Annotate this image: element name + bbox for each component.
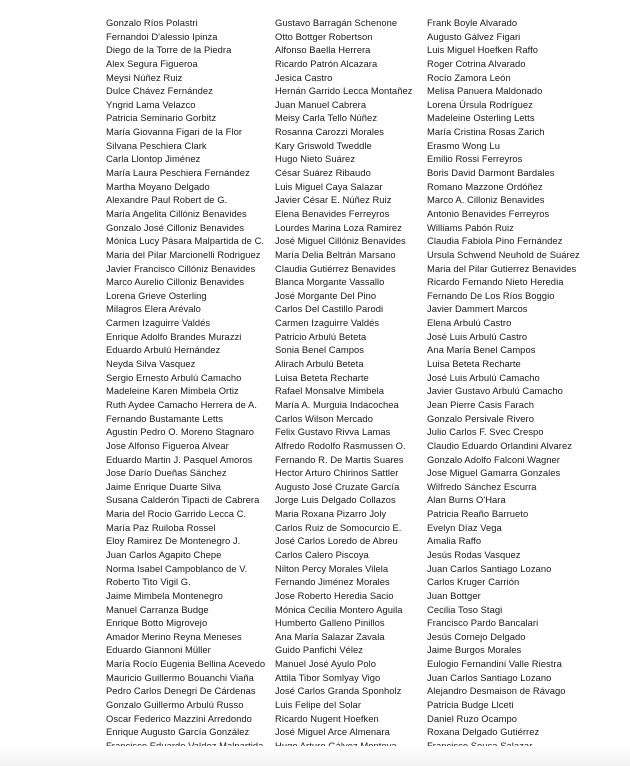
name-entry: Roger Cotrina Alvarado (427, 57, 526, 69)
name-entry: Carla Llontop Jiménez (106, 153, 201, 165)
name-entry: Eduardo Giannoni Müller (106, 644, 211, 656)
name-entry: Humberto Galleno Pinillos (275, 617, 385, 629)
name-entry: Patricia Seminario Gorbitz (106, 112, 217, 124)
name-entry: Patricio Arbulú Beteta (275, 330, 367, 342)
name-entry: Juan Carlos Santiago Lozano (427, 671, 552, 683)
name-entry: Augusto José Cruzate García (275, 480, 400, 492)
name-entry: Javier César E. Núñez Ruiz (275, 194, 392, 206)
name-entry: Norma Isabel Campoblanco de V. (106, 562, 248, 574)
name-entry: Boris David Darmont Bardales (427, 167, 555, 179)
name-entry: Cecilia Toso Stagi (427, 603, 503, 615)
name-entry: Carlos Calero Piscoya (275, 548, 369, 560)
name-entry: María Rocío Eugenia Bellina Acevedo (106, 658, 266, 670)
name-entry: María Delia Beltrán Marsano (275, 248, 396, 260)
name-entry: Carmen Izaguirre Valdés (275, 317, 380, 329)
name-entry: Sonia Benel Campos (275, 344, 364, 356)
name-entry: Eduardo Arbulú Hernández (106, 344, 221, 356)
name-entry: Martha Moyano Delgado (106, 180, 210, 192)
name-entry: Claudio Eduardo Orlandini Alvarez (427, 439, 572, 451)
name-entry: Meysi Núñez Ruiz (106, 71, 183, 83)
name-entry: Carlos Kruger Carrión (427, 576, 520, 588)
name-entry: José Luis Arbulú Camacho (427, 371, 540, 383)
name-entry: Mónica Lucy Pásara Malpartida de C. (106, 235, 265, 247)
name-entry: Hernán Garrido Lecca Montañez (275, 85, 413, 97)
name-entry: Luis Miguel Caya Salazar (275, 180, 383, 192)
name-entry: Marco A. Cilloniz Benavides (427, 194, 545, 206)
name-entry: Ricardo Patrón Alcazara (275, 57, 378, 69)
name-entry: Javier Francisco Cillóniz Benavides (106, 262, 256, 274)
name-entry: Jesica Castro (275, 71, 333, 83)
name-entry: Claudia Gutiérrez Benavides (275, 262, 396, 274)
name-entry: María Giovanna Figari de la Flor (106, 126, 243, 138)
name-entry: Jean Pierre Casis Farach (427, 398, 534, 410)
name-entry: Marco Aurelio Cilloniz Benavides (106, 276, 245, 288)
name-entry: Neyda Silva Vasquez (106, 358, 196, 370)
name-entry: Meisy Carla Tello Núñez (275, 112, 378, 124)
name-entry: María A. Murguia Indacochea (275, 398, 399, 410)
name-entry: Silvana Peschiera Clark (106, 139, 207, 151)
name-entry: José Morgante Del Pino (275, 289, 377, 301)
name-entry: Oscar Federico Mazzini Arredondo (106, 712, 252, 724)
name-entry: Fernando De Los Ríos Boggio (427, 289, 555, 301)
name-entry: Patricia Budge Llceti (427, 699, 514, 711)
name-entry: José Miguel Cillóniz Benavides (275, 235, 406, 247)
name-entry: Wilfredo Sánchez Escurra (427, 480, 537, 492)
name-entry: Augusto Gálvez Figari (427, 30, 521, 42)
name-entry: Gonzalo Ríos Polastri (106, 17, 198, 28)
name-entry: Eduardo Martin J. Pasquel Amoros (106, 453, 253, 465)
name-entry: Jose Miguel Gamarra Gonzales (427, 467, 561, 479)
name-entry: Otto Bottger Robertson (275, 30, 373, 42)
name-entry: Felix Gustavo Rivva Lamas (275, 426, 391, 438)
name-entry: Alfonso Baella Herrera (275, 44, 371, 56)
name-entry: Fernando Bustamante Letts (106, 412, 223, 424)
name-entry: Francisco Pardo Bancalari (427, 617, 539, 629)
name-entry: Jaime Burgos Morales (427, 644, 522, 656)
name-entry: Mauricio Guillermo Bouanchi Viaña (106, 671, 254, 683)
name-entry: Rafael Monsalve Mimbela (275, 385, 385, 397)
name-entry: Maria Roxana Pizarro Joly (275, 508, 387, 520)
name-entry: Carlos Wilson Mercado (275, 412, 373, 424)
name-entry: Manuel José Ayulo Polo (275, 658, 376, 670)
name-column-2 (275, 16, 421, 753)
name-entry: Sergio Ernesto Arbulú Camacho (106, 371, 242, 383)
name-entry: Gonzalo José Cilloniz Benavides (106, 221, 245, 233)
name-entry: Carlos Del Castillo Parodi (275, 303, 384, 315)
name-entry: Ursula Schwend Neuhold de Suárez (427, 248, 580, 260)
name-entry: Yngrid Lama Velazco (106, 98, 196, 110)
name-entry: Julio Carlos F. Svec Crespo (427, 426, 544, 438)
name-entry: Alex Segura Figueroa (106, 57, 198, 69)
name-column-3 (427, 16, 627, 753)
name-entry: Frank Boyle Alvarado (427, 17, 518, 28)
name-entry: Alan Burns O'Hara (427, 494, 506, 506)
name-entry: Fernando Jiménez Morales (275, 576, 390, 588)
name-entry: Gonzalo Adolfo Falconi Wagner (427, 453, 560, 465)
name-entry: Alexandre Paul Robert de G. (106, 194, 228, 206)
name-entry: Fernandoi D'alessio Ipinza (106, 30, 218, 42)
name-entry: Luis Felipe del Solar (275, 699, 361, 711)
name-entry: Lorena Úrsula Rodríguez (427, 98, 533, 110)
name-entry: Jose Roberto Heredia Sacio (275, 589, 394, 601)
name-entry: Amador Merino Reyna Meneses (106, 630, 242, 642)
name-column-1 (106, 16, 270, 753)
name-entry: Madeleine Osterling Letts (427, 112, 535, 124)
name-entry: José Miguel Arce Almenara (275, 726, 390, 738)
name-entry: Mónica Cecilia Montero Aguila (275, 603, 403, 615)
name-entry: María Angelita Cillóniz Benavides (106, 207, 247, 219)
name-entry: Javier Gustavo Arbulú Camacho (427, 385, 563, 397)
name-entry: Williams Pabón Ruiz (427, 221, 514, 233)
name-entry: Jorge Luis Delgado Collazos (275, 494, 396, 506)
name-entry: Gonzalo Persivale Rivero (427, 412, 534, 424)
name-entry: Kary Griswold Tweddle (275, 139, 372, 151)
name-entry: César Suárez Ribaudo (275, 167, 371, 179)
name-entry: Juan Manuel Cabrera (275, 98, 367, 110)
name-entry: Gonzalo Guillermo Arbulú Russo (106, 699, 244, 711)
name-entry: Javier Dammert Marcos (427, 303, 528, 315)
name-entry: María Cristina Rosas Zarich (427, 126, 545, 138)
name-entry: Erasmo Wong Lu (427, 139, 500, 151)
name-entry: Emilio Rossi Ferreyros (427, 153, 523, 165)
name-entry: Alfredo Rodolfo Rasmussen O. (275, 439, 406, 451)
name-entry: Jaime Mimbela Montenegro (106, 589, 223, 601)
name-entry: Hugo Nieto Suárez (275, 153, 356, 165)
name-entry: José Carlos Loredo de Abreu (275, 535, 398, 547)
name-entry: Rosanna Carozzi Morales (275, 126, 385, 138)
name-entry: Guido Panfichi Vélez (275, 644, 364, 656)
name-entry: Milagros Elera Arévalo (106, 303, 201, 315)
name-entry: Maria del Pilar Gutierrez Benavides (427, 262, 577, 274)
name-entry: Jesús Rodas Vasquez (427, 548, 521, 560)
name-entry: Ana María Benel Campos (427, 344, 536, 356)
name-entry: José Luis Arbulú Castro (427, 330, 528, 342)
name-entry: Alirach Arbulú Beteta (275, 358, 364, 370)
name-entry: Blanca Morgante Vassallo (275, 276, 385, 288)
name-entry: José Carlos Granda Sponholz (275, 685, 402, 697)
name-entry: María Paz Ruiloba Rossel (106, 521, 216, 533)
name-entry: Luisa Beteta Recharte (427, 358, 521, 370)
name-entry: Manuel Carranza Budge (106, 603, 209, 615)
name-entry: Susana Calderón Tipacti de Cabrera (106, 494, 260, 506)
name-entry: Nilton Percy Morales Vilela (275, 562, 389, 574)
page-bottom-edge (0, 746, 630, 766)
name-entry: Jose Alfonso Figueroa Alvear (106, 439, 229, 451)
name-entry: Agustin Pedro O. Moreno Stagnaro (106, 426, 255, 438)
name-entry: Dulce Chávez Fernández (106, 85, 213, 97)
name-entry: Maria del Rocio Garrido Lecca C. (106, 508, 247, 520)
name-entry: Pedro Carlos Denegri De Cárdenas (106, 685, 256, 697)
name-entry: Rocío Zamora León (427, 71, 511, 83)
name-entry: Amalia Raffo (427, 535, 482, 547)
name-entry: Maria del Pilar Marcionelli Rodriguez (106, 248, 261, 260)
name-entry: Lourdes Marina Loza Ramirez (275, 221, 402, 233)
name-entry: Gustavo Barragán Schenone (275, 17, 398, 28)
name-entry: Enrique Botto Migrovejo (106, 617, 208, 629)
name-entry: Alejandro Desmaison de Rávago (427, 685, 566, 697)
name-entry: Elena Arbulú Castro (427, 317, 512, 329)
name-entry: Roxana Delgado Gutiérrez (427, 726, 540, 738)
name-entry: Carmen Izaguirre Valdés (106, 317, 211, 329)
name-entry: Diego de la Torre de la Piedra (106, 44, 232, 56)
name-entry: Jesús Cornejo Delgado (427, 630, 526, 642)
name-entry: Juan Carlos Santiago Lozano (427, 562, 552, 574)
name-entry: Madeleine Karen Mimbela Ortiz (106, 385, 239, 397)
name-entry: Patricia Reaño Barrueto (427, 508, 529, 520)
name-entry: Jose Darío Dueñas Sánchez (106, 467, 227, 479)
name-entry: Carlos Ruiz de Somocurcio E. (275, 521, 402, 533)
name-entry: Elena Benavides Ferreyros (275, 207, 390, 219)
name-entry: Eulogio Fernandini Valle Riestra (427, 658, 562, 670)
name-entry: Eloy Ramirez De Montenegro J. (106, 535, 241, 547)
name-entry: Daniel Ruzo Ocampo (427, 712, 518, 724)
name-entry: Luisa Beteta Recharte (275, 371, 369, 383)
name-entry: Ruth Aydee Camacho Herrera de A. (106, 398, 257, 410)
name-entry: Ana María Salazar Zavala (275, 630, 385, 642)
name-entry: Fernando R. De Martis Suares (275, 453, 404, 465)
name-entry: Juan Carlos Agapito Chepe (106, 548, 222, 560)
name-entry: Ricardo Nugent Hoefken (275, 712, 379, 724)
name-entry: Juan Bottger (427, 589, 481, 601)
name-entry: Hector Arturo Chirinos Sattler (275, 467, 399, 479)
name-entry: Roberto Tito Vigil G. (106, 576, 191, 588)
name-entry: Evelyn Díaz Vega (427, 521, 502, 533)
name-entry: Lorena Grieve Osterling (106, 289, 207, 301)
name-entry: María Laura Peschiera Fernández (106, 167, 250, 179)
name-entry: Ricardo Fernando Nieto Heredia (427, 276, 564, 288)
name-entry: Melisa Panuera Maldonado (427, 85, 543, 97)
name-entry: Antonio Benavides Ferreyros (427, 207, 550, 219)
name-entry: Enrique Augusto García González (106, 726, 250, 738)
name-entry: Luis Miguel Hoefken Raffo (427, 44, 539, 56)
name-entry: Claudia Fabiola Pino Fernández (427, 235, 563, 247)
name-entry: Enrique Adolfo Brandes Murazzi (106, 330, 242, 342)
name-entry: Romano Mazzone Ordóñez (427, 180, 543, 192)
name-entry: Attila Tibor Somlyay Vigo (275, 671, 381, 683)
name-entry: Jaime Enrique Duarte Silva (106, 480, 221, 492)
